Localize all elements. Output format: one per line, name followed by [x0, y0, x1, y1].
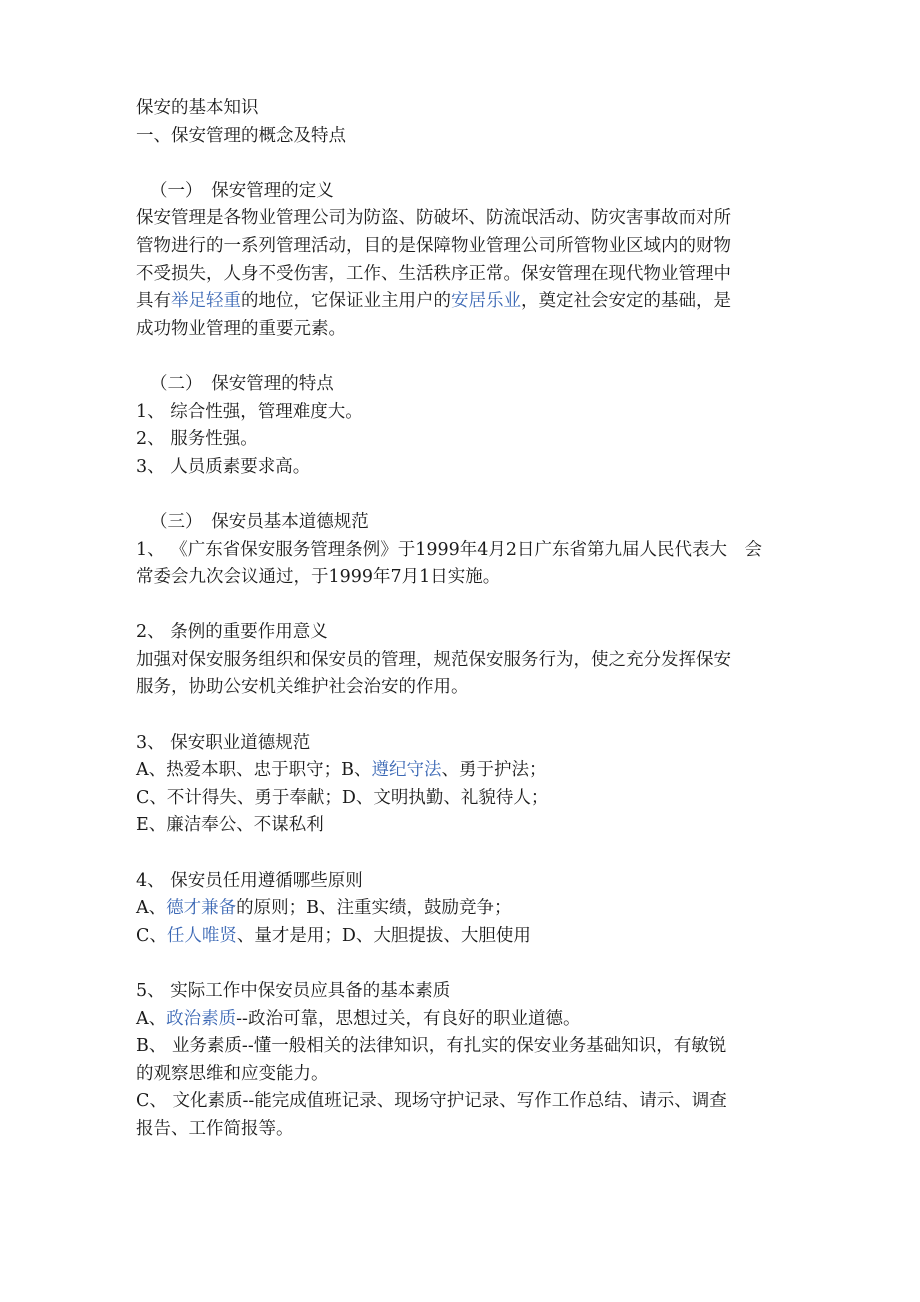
link-renrenweixian[interactable]: 任人唯贤 — [166, 925, 237, 946]
document-title: 保安的基本知识 — [136, 98, 259, 118]
list-item: 常委会九次会议通过，于1999年7月1日实施。 — [136, 567, 501, 588]
paragraph-line: 服务，协助公安机关维护社会治安的作用。 — [136, 677, 469, 698]
text-run: A、热爱本职、忠于职守；B、 — [136, 760, 372, 781]
text-run: 、勇于护法； — [441, 760, 547, 781]
link-zhengzhisuzhi[interactable]: 政治素质 — [166, 1008, 237, 1029]
list-item: C、 文化素质--能完成值班记录、现场守护记录、写作工作总结、请示、调查 — [136, 1091, 727, 1112]
text-run: --政治可靠，思想过关，有良好的职业道德。 — [236, 1008, 581, 1029]
text-run: ，奠定社会安定的基础，是 — [521, 291, 731, 312]
subsection-heading-2: （二） 保安管理的特点 — [150, 373, 334, 394]
list-item-heading: 3、 保安职业道德规范 — [136, 732, 311, 753]
list-item-heading: 4、 保安员任用遵循哪些原则 — [136, 870, 363, 891]
link-juzuqingzhong[interactable]: 举足轻重 — [171, 291, 241, 312]
list-item: 1、 《广东省保安服务管理条例》于1999年4月2日广东省第九届人民代表大 会 — [136, 539, 762, 560]
list-item: 1、 综合性强，管理难度大。 — [136, 401, 363, 422]
document-body — [136, 95, 786, 1144]
spacer — [136, 840, 786, 868]
text-run: A、 — [136, 1008, 167, 1029]
text-run: A、 — [136, 898, 167, 919]
list-item — [136, 923, 786, 951]
text-run: 、量才是用；D、大胆提拔、大胆使用 — [236, 925, 531, 946]
text-run: 具有 — [136, 291, 171, 312]
list-item-heading: 2、 条例的重要作用意义 — [136, 622, 328, 643]
list-item: 的观察思维和应变能力。 — [136, 1063, 329, 1084]
paragraph-line: 加强对保安服务组织和保安员的管理，规范保安服务行为，使之充分发挥保安 — [136, 649, 731, 670]
paragraph-line — [136, 288, 786, 316]
paragraph-line: 管物进行的一系列管理活动，目的是保障物业管理公司所管物业区域内的财物 — [136, 235, 731, 256]
list-item: 报告、工作简报等。 — [136, 1118, 294, 1139]
spacer — [136, 592, 786, 620]
link-decaijianbei[interactable]: 德才兼备 — [166, 898, 237, 919]
paragraph-line: 不受损失，人身不受伤害，工作、生活秩序正常。保安管理在现代物业管理中 — [136, 263, 731, 284]
text-run: 的原则；B、注重实绩，鼓励竞争； — [236, 898, 512, 919]
subsection-heading-3: （三） 保安员基本道德规范 — [150, 511, 369, 532]
list-item: 2、 服务性强。 — [136, 429, 258, 450]
section-heading-1: 一、保安管理的概念及特点 — [136, 125, 346, 146]
list-item: 3、 人员质素要求高。 — [136, 456, 311, 477]
text-run: C、 — [136, 925, 167, 946]
paragraph-line: 成功物业管理的重要元素。 — [136, 318, 346, 339]
list-item — [136, 757, 786, 785]
spacer — [136, 702, 786, 730]
subsection-heading-1: （一） 保安管理的定义 — [150, 180, 334, 201]
spacer — [136, 950, 786, 978]
list-item — [136, 1006, 786, 1034]
list-item: B、 业务素质--懂一般相关的法律知识，有扎实的保安业务基础知识，有敏锐 — [136, 1036, 727, 1057]
text-run: 的地位，它保证业主用户的 — [241, 291, 451, 312]
spacer — [136, 343, 786, 371]
link-zunjishoufa[interactable]: 遵纪守法 — [371, 760, 442, 781]
spacer — [136, 150, 786, 178]
list-item-heading: 5、 实际工作中保安员应具备的基本素质 — [136, 981, 451, 1001]
list-item: C、不计得失、勇于奉献；D、文明执勤、礼貌待人； — [136, 787, 549, 808]
spacer — [136, 481, 786, 509]
list-item — [136, 895, 786, 923]
link-anjuleye[interactable]: 安居乐业 — [451, 291, 521, 312]
list-item: E、廉洁奉公、不谋私利 — [136, 815, 324, 836]
paragraph-line: 保安管理是各物业管理公司为防盗、防破坏、防流氓活动、防灾害事故而对所 — [136, 208, 731, 229]
